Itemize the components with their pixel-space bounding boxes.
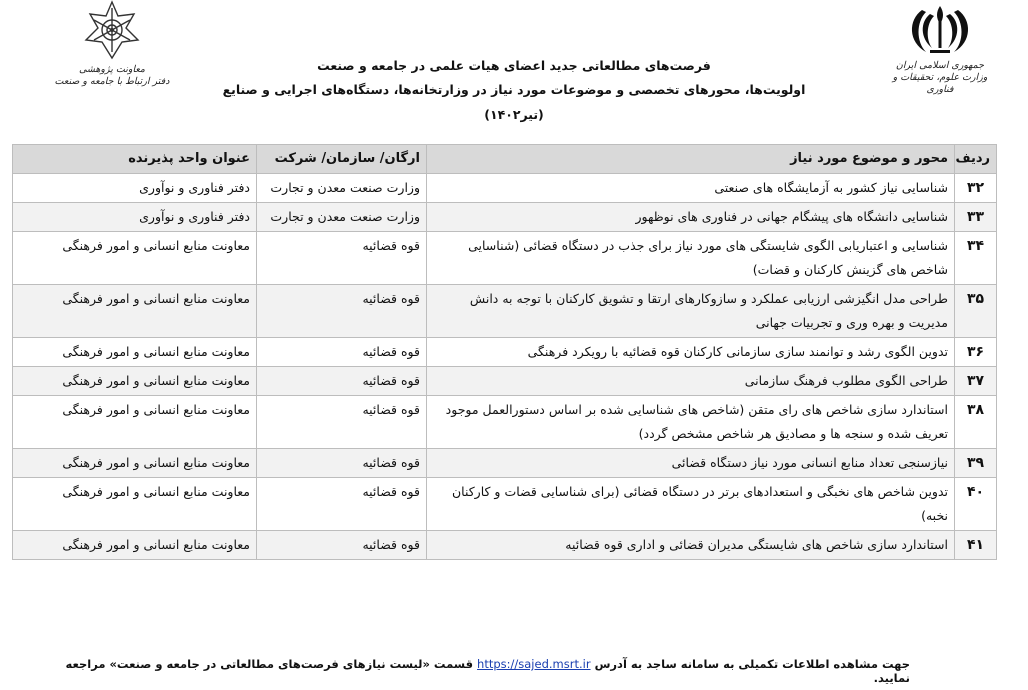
row-host-unit: معاونت منابع انسانی و امور فرهنگی — [13, 449, 257, 478]
row-topic: نیازسنجی تعداد منابع انسانی مورد نیاز دستگاه قضائی — [427, 449, 955, 478]
ministry-caption-1: جمهوری اسلامی ایران — [895, 60, 985, 71]
row-host-unit: دفتر فناوری و نوآوری — [13, 203, 257, 232]
row-host-unit: دفتر فناوری و نوآوری — [13, 174, 257, 203]
title-line-3: (تیر۱۴۰۲) — [484, 107, 544, 122]
row-number: ۴۱ — [955, 531, 997, 560]
table-row — [13, 174, 997, 203]
row-organization: قوه قضائیه — [257, 449, 427, 478]
row-topic: طراحی مدل انگیزشی ارزیابی عملکرد و سازوکارهای ارتقا و تشویق کارکنان با توجه به دانش مدیریت و بهره وری و تجربیات جهانی — [427, 285, 955, 338]
office-caption-1: معاونت پژوهشی — [78, 64, 146, 75]
table-row — [13, 338, 997, 367]
row-topic: شناسایی دانشگاه های پیشگام جهانی در فناوری های نوظهور — [427, 203, 955, 232]
header-organization: ارگان/ سازمان/ شرکت — [257, 145, 427, 174]
row-number: ۳۴ — [955, 232, 997, 285]
ministry-caption-2: وزارت علوم، تحقیقات و فناوری — [892, 72, 988, 95]
row-topic: شناسایی و اعتباریابی الگوی شایستگی های مورد نیاز برای جذب در دستگاه قضائی (شناسایی شاخص های گزینش کارکنان و قضات) — [427, 232, 955, 285]
row-host-unit: معاونت منابع انسانی و امور فرهنگی — [13, 396, 257, 449]
ministry-logo — [880, 4, 1000, 95]
footer-note — [60, 657, 910, 685]
row-organization: وزارت صنعت معدن و تجارت — [257, 203, 427, 232]
title-line-2: اولویت‌ها، محورهای تخصصی و موضوعات مورد نیاز در وزارتخانه‌ها، دستگاه‌های اجرایی و صنایع — [222, 82, 806, 97]
row-topic: تدوین الگوی رشد و توانمند سازی سازمانی کارکنان قوه قضائیه با رویکرد فرهنگی — [427, 338, 955, 367]
header-host-unit: عنوان واحد پذیرنده — [13, 145, 257, 174]
header-row-number: ردیف — [955, 145, 997, 174]
row-number: ۴۰ — [955, 478, 997, 531]
table-row — [13, 285, 997, 338]
table-row — [13, 531, 997, 560]
header-topic: محور و موضوع مورد نیاز — [427, 145, 955, 174]
row-host-unit: معاونت منابع انسانی و امور فرهنگی — [13, 531, 257, 560]
office-caption-2: دفتر ارتباط با جامعه و صنعت — [54, 76, 170, 87]
table-row — [13, 449, 997, 478]
row-host-unit: معاونت منابع انسانی و امور فرهنگی — [13, 478, 257, 531]
row-host-unit: معاونت منابع انسانی و امور فرهنگی — [13, 285, 257, 338]
row-organization: وزارت صنعت معدن و تجارت — [257, 174, 427, 203]
iran-emblem-icon — [900, 4, 980, 56]
row-topic: طراحی الگوی مطلوب فرهنگ سازمانی — [427, 367, 955, 396]
row-organization: قوه قضائیه — [257, 285, 427, 338]
row-number: ۳۸ — [955, 396, 997, 449]
office-logo — [52, 0, 172, 100]
table-row — [13, 203, 997, 232]
row-organization: قوه قضائیه — [257, 338, 427, 367]
table-row — [13, 232, 997, 285]
row-organization: قوه قضائیه — [257, 232, 427, 285]
row-number: ۳۶ — [955, 338, 997, 367]
row-topic: استاندارد سازی شاخص های رای متقن (شاخص های شناسایی شده بر اساس دستورالعمل موجود تعریف شده و سنجه ها و مصادیق هر شاخص مشخص گردد) — [427, 396, 955, 449]
table-row — [13, 478, 997, 531]
row-number: ۳۹ — [955, 449, 997, 478]
row-host-unit: معاونت منابع انسانی و امور فرهنگی — [13, 367, 257, 396]
row-host-unit: معاونت منابع انسانی و امور فرهنگی — [13, 232, 257, 285]
footer-text-after: قسمت «لیست نیازهای فرصت‌های مطالعاتی در جامعه و صنعت» مراجعه نمایید. — [65, 657, 910, 685]
title-line-1: فرصت‌های مطالعاتی جدید اعضای هیات علمی در جامعه و صنعت — [317, 58, 711, 73]
row-organization: قوه قضائیه — [257, 531, 427, 560]
row-organization: قوه قضائیه — [257, 396, 427, 449]
row-organization: قوه قضائیه — [257, 478, 427, 531]
footer-text-before: جهت مشاهده اطلاعات تکمیلی به سامانه ساجد به آدرس — [594, 657, 910, 671]
sajed-link[interactable]: https://sajed.msrt.ir — [477, 657, 591, 671]
table-row — [13, 396, 997, 449]
row-number: ۳۳ — [955, 203, 997, 232]
row-organization: قوه قضائیه — [257, 367, 427, 396]
row-topic: تدوین شاخص های نخبگی و استعدادهای برتر در دستگاه قضائی (برای شناسایی قضات و کارکنان نخبه) — [427, 478, 955, 531]
row-number: ۳۷ — [955, 367, 997, 396]
ornament-star-icon — [84, 0, 140, 60]
table-header-row — [13, 145, 997, 174]
row-number: ۳۲ — [955, 174, 997, 203]
needs-table — [12, 144, 997, 560]
row-topic: استاندارد سازی شاخص های شایستگی مدیران قضائی و اداری قوه قضائیه — [427, 531, 955, 560]
row-host-unit: معاونت منابع انسانی و امور فرهنگی — [13, 338, 257, 367]
table-row — [13, 367, 997, 396]
row-topic: شناسایی نیاز کشور به آزمایشگاه های صنعتی — [427, 174, 955, 203]
row-number: ۳۵ — [955, 285, 997, 338]
